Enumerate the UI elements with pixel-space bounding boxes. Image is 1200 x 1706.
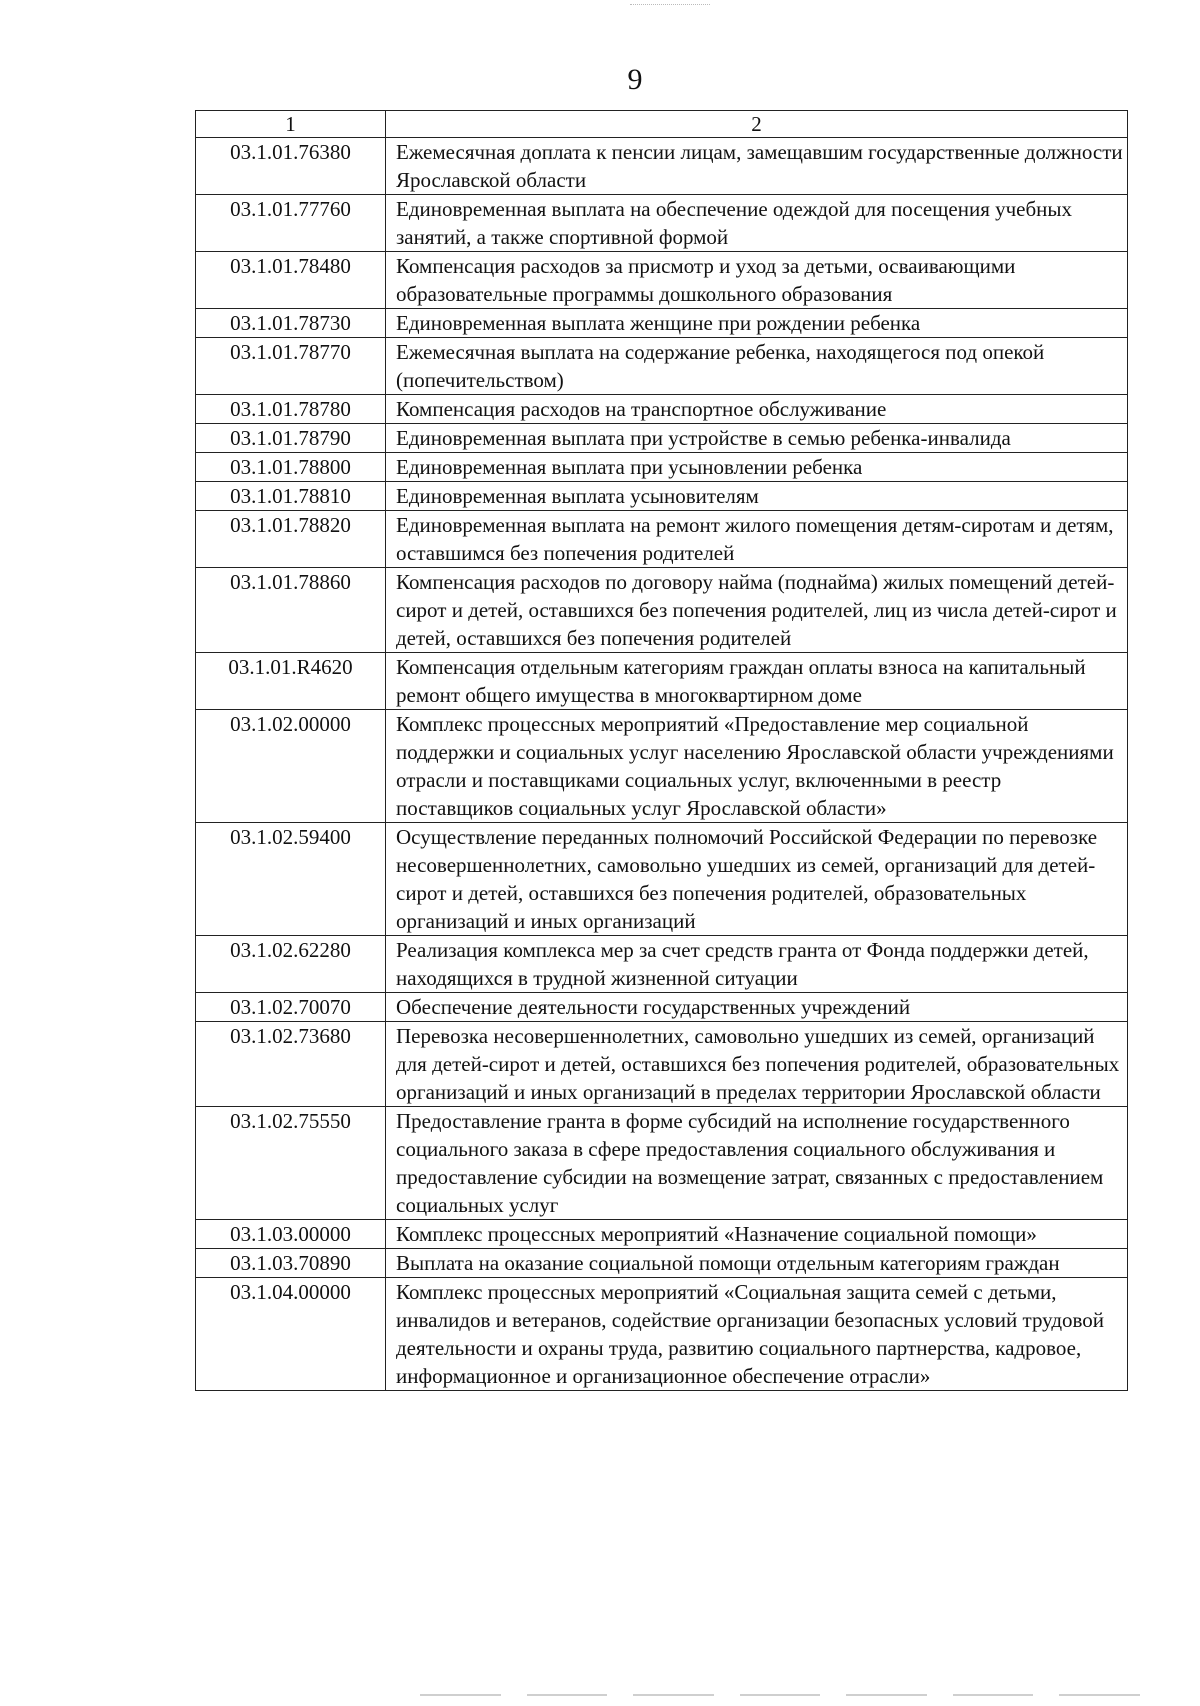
classification-table (195, 110, 1128, 1391)
scan-artifact-bottom (420, 1694, 1140, 1698)
row-code: 03.1.01.78480 (196, 252, 386, 309)
table-row (196, 1220, 1128, 1249)
table-row (196, 823, 1128, 936)
table-row (196, 338, 1128, 395)
table-row (196, 1278, 1128, 1391)
row-name: Единовременная выплата при устройстве в семью ребенка-инвалида (386, 424, 1128, 453)
table-row (196, 568, 1128, 653)
row-name: Осуществление переданных полномочий Российской Федерации по перевозке несовершеннолетних, самовольно ушедших из семей, организаций для детей-сирот и детей, оставшихся без попечения родителей, образовательных организаций и иных организаций (386, 823, 1128, 936)
row-code: 03.1.01.78800 (196, 453, 386, 482)
row-name: Перевозка несовершеннолетних, самовольно ушедших из семей, организаций для детей-сирот и детей, оставшихся без попечения родителей, образовательных организаций и иных организаций в пределах территории Ярославской области (386, 1022, 1128, 1107)
row-code: 03.1.02.00000 (196, 710, 386, 823)
table-row (196, 195, 1128, 252)
table-row (196, 252, 1128, 309)
row-name: Единовременная выплата на ремонт жилого помещения детям-сиротам и детям, оставшимся без попечения родителей (386, 511, 1128, 568)
table-row (196, 453, 1128, 482)
row-code: 03.1.02.70070 (196, 993, 386, 1022)
row-code: 03.1.01.78730 (196, 309, 386, 338)
row-name: Реализация комплекса мер за счет средств гранта от Фонда поддержки детей, находящихся в трудной жизненной ситуации (386, 936, 1128, 993)
table-row (196, 653, 1128, 710)
column-header-name: 2 (386, 111, 1128, 138)
page-number: 9 (627, 63, 643, 96)
table-row (196, 1107, 1128, 1220)
row-name: Единовременная выплата при усыновлении ребенка (386, 453, 1128, 482)
row-name: Компенсация расходов на транспортное обслуживание (386, 395, 1128, 424)
row-name: Ежемесячная выплата на содержание ребенка, находящегося под опекой (попечительством) (386, 338, 1128, 395)
table-row (196, 395, 1128, 424)
row-name: Единовременная выплата усыновителям (386, 482, 1128, 511)
table-row (196, 309, 1128, 338)
table-header-row (196, 111, 1128, 138)
table-row (196, 138, 1128, 195)
table-row (196, 1022, 1128, 1107)
row-name: Обеспечение деятельности государственных учреждений (386, 993, 1128, 1022)
row-name: Комплекс процессных мероприятий «Предоставление мер социальной поддержки и социальных услуг населению Ярославской области учреждениями отрасли и поставщиками социальных услуг, включенными в реестр поставщиков социальных услуг Ярославской области» (386, 710, 1128, 823)
row-code: 03.1.02.62280 (196, 936, 386, 993)
row-code: 03.1.01.77760 (196, 195, 386, 252)
table-body (196, 138, 1128, 1391)
row-code: 03.1.01.76380 (196, 138, 386, 195)
row-code: 03.1.01.78820 (196, 511, 386, 568)
row-code: 03.1.02.73680 (196, 1022, 386, 1107)
row-code: 03.1.03.70890 (196, 1249, 386, 1278)
row-name: Единовременная выплата женщине при рождении ребенка (386, 309, 1128, 338)
table-row (196, 993, 1128, 1022)
row-code: 03.1.01.78780 (196, 395, 386, 424)
table-row (196, 424, 1128, 453)
row-code: 03.1.01.78810 (196, 482, 386, 511)
table-row (196, 1249, 1128, 1278)
row-code: 03.1.02.75550 (196, 1107, 386, 1220)
row-code: 03.1.02.59400 (196, 823, 386, 936)
table-row (196, 936, 1128, 993)
table-row (196, 710, 1128, 823)
row-code: 03.1.01.R4620 (196, 653, 386, 710)
row-code: 03.1.03.00000 (196, 1220, 386, 1249)
row-name: Комплекс процессных мероприятий «Социальная защита семей с детьми, инвалидов и ветеранов, содействие организации безопасных условий трудовой деятельности и охраны труда, развитию социального партнерства, кадровое, информационное и организационное обеспечение отрасли» (386, 1278, 1128, 1391)
row-name: Компенсация расходов по договору найма (поднайма) жилых помещений детей-сирот и детей, оставшихся без попечения родителей, лиц из числа детей-сирот и детей, оставшихся без попечения родителей (386, 568, 1128, 653)
row-code: 03.1.04.00000 (196, 1278, 386, 1391)
row-name: Компенсация расходов за присмотр и уход за детьми, осваивающими образовательные программы дошкольного образования (386, 252, 1128, 309)
row-code: 03.1.01.78790 (196, 424, 386, 453)
column-header-code: 1 (196, 111, 386, 138)
row-name: Предоставление гранта в форме субсидий на исполнение государственного социального заказа в сфере предоставления социального обслуживания и предоставление субсидии на возмещение затрат, связанных с предоставлением социальных услуг (386, 1107, 1128, 1220)
row-code: 03.1.01.78860 (196, 568, 386, 653)
row-name: Единовременная выплата на обеспечение одеждой для посещения учебных занятий, а также спортивной формой (386, 195, 1128, 252)
row-name: Комплекс процессных мероприятий «Назначение социальной помощи» (386, 1220, 1128, 1249)
table-row (196, 482, 1128, 511)
table-row (196, 511, 1128, 568)
scan-artifact-top (630, 0, 710, 5)
row-name: Ежемесячная доплата к пенсии лицам, замещавшим государственные должности Ярославской области (386, 138, 1128, 195)
row-name: Выплата на оказание социальной помощи отдельным категориям граждан (386, 1249, 1128, 1278)
row-code: 03.1.01.78770 (196, 338, 386, 395)
row-name: Компенсация отдельным категориям граждан оплаты взноса на капитальный ремонт общего имущества в многоквартирном доме (386, 653, 1128, 710)
